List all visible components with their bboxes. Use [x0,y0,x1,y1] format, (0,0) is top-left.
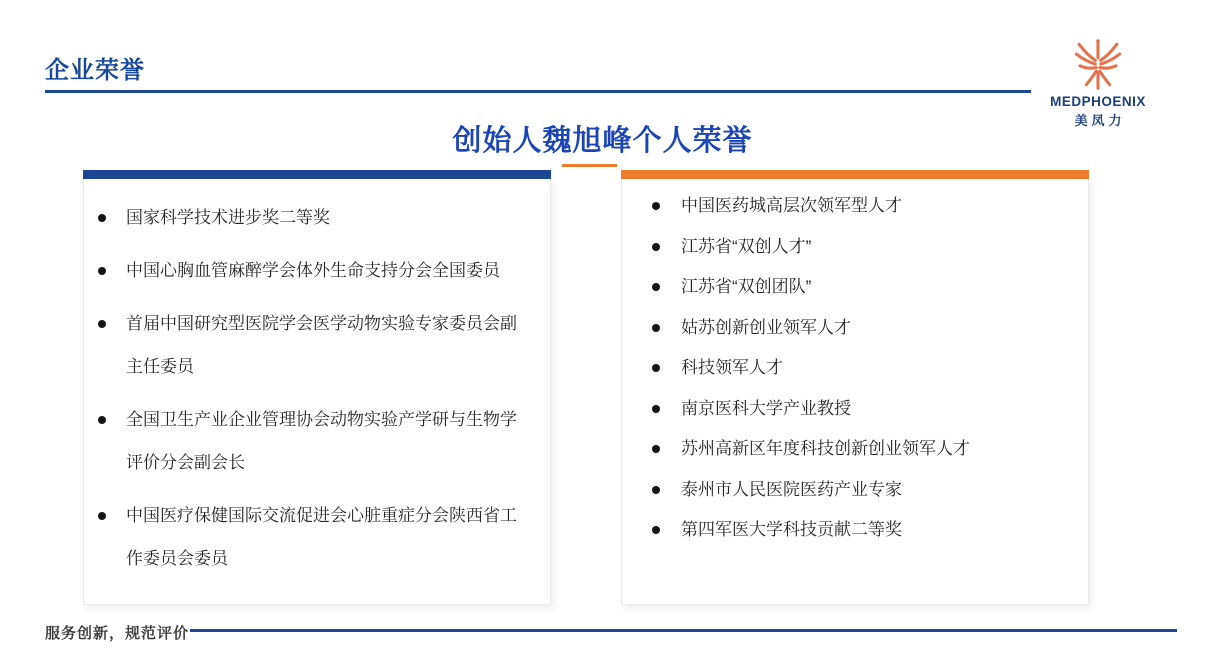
left-honors-card [83,170,551,605]
honor-list-item: 江苏省“双创人才” [652,237,1068,257]
honor-list-item: 第四军医大学科技贡献二等奖 [652,520,1068,540]
honor-list-item: 中国医疗保健国际交流促进会心脏重症分会陕西省工作委员会委员 [98,494,526,580]
right-honors-card [621,170,1089,605]
header-divider [45,90,1031,93]
footer-divider [190,629,1177,632]
honor-list-item: 全国卫生产业企业管理协会动物实验产学研与生物学评价分会副会长 [98,398,526,484]
honor-list-item: 中国医药城高层次领军型人才 [652,196,1068,216]
honor-list-item: 姑苏创新创业领军人才 [652,318,1068,338]
honor-list-item: 南京医科大学产业教授 [652,399,1068,419]
section-title: 创始人魏旭峰个人荣誉 [452,125,753,157]
page-title: 企业荣誉 [45,57,145,84]
right-card-body [621,179,1089,605]
honor-list-item: 科技领军人才 [652,358,1068,378]
honor-list-item: 中国心胸血管麻醉学会体外生命支持分会全国委员 [98,249,526,292]
left-honors-list [84,179,550,580]
honor-list-item: 国家科学技术进步奖二等奖 [98,196,526,239]
company-logo [1044,36,1152,129]
honor-list-item: 首届中国研究型医院学会医学动物实验专家委员会副主任委员 [98,302,526,388]
footer-slogan: 服务创新，规范评价 [45,625,190,642]
logo-brand-name-cn: 美凤力 [1074,113,1126,128]
honor-list-item: 苏州高新区年度科技创新创业领军人才 [652,439,1068,459]
right-card-top-bar [621,170,1089,179]
logo-brand-name: MEDPHOENIX [1050,94,1146,109]
honor-list-item: 泰州市人民医院医药产业专家 [652,480,1068,500]
title-accent-line [562,164,617,167]
right-honors-list [622,179,1088,540]
phoenix-icon [1071,36,1125,92]
left-card-top-bar [83,170,551,179]
left-card-body [83,179,551,605]
honor-list-item: 江苏省“双创团队” [652,277,1068,297]
